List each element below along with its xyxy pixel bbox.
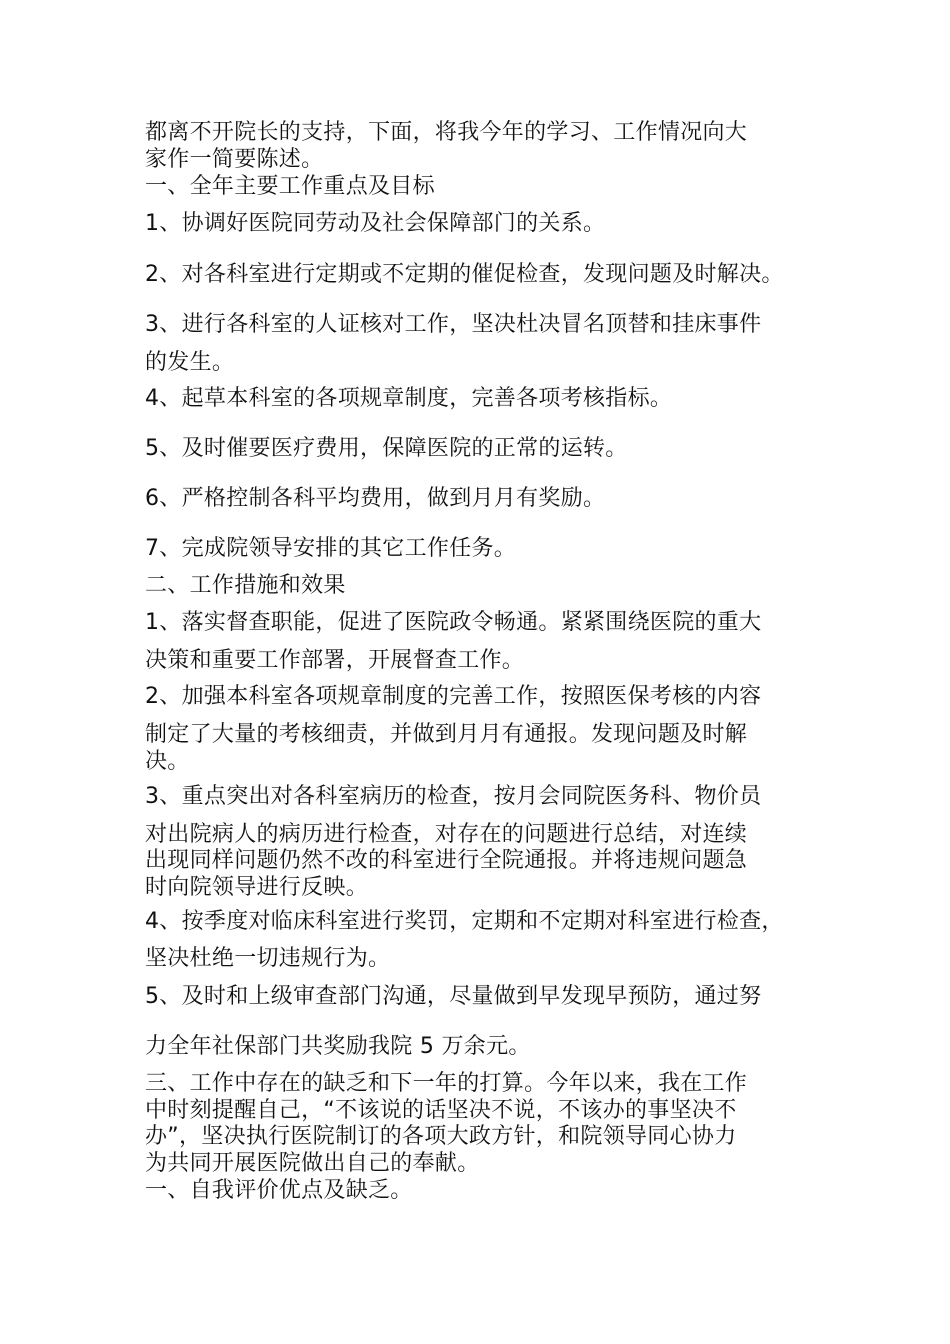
text-line: 的发生。 [145,350,235,375]
list-item: 1、落实督查职能，促进了医院政令畅通。紧紧围绕医院的重大 [145,610,762,635]
list-item: 3、重点突出对各科室病历的检查，按月会同院医务科、物价员 [145,784,762,809]
text-line: 坚决杜绝一切违规行为。 [145,946,391,971]
text-line: 时向院领导进行反映。 [145,875,369,900]
text-line: 制定了大量的考核细责，并做到月月有通报。发现问题及时解 [145,722,748,747]
list-item: 5、及时和上级审查部门沟通，尽量做到早发现早预防，通过努 [145,984,762,1009]
list-item: 5、及时催要医疗费用，保障医院的正常的运转。 [145,436,628,461]
section-heading: 二、工作措施和效果 [145,573,346,598]
list-item: 1、协调好医院同劳动及社会保障部门的关系。 [145,211,606,236]
section-heading: 三、工作中存在的缺乏和下一年的打算。今年以来，我在工作 [145,1071,748,1096]
text-line: 为共同开展医院做出自己的奉献。 [145,1151,480,1176]
section-heading: 一、全年主要工作重点及目标 [145,174,435,199]
text-line: 出现同样问题仍然不改的科室进行全院通报。并将违规问题急 [145,848,748,873]
list-item: 2、加强本科室各项规章制度的完善工作，按照医保考核的内容 [145,684,762,709]
text-line: 力全年社保部门共奖励我院 5 万余元。 [145,1034,531,1059]
text-line: 都离不开院长的支持，下面，将我今年的学习、工作情况向大 [145,120,748,145]
text-line: 决。 [145,749,190,774]
text-line: 对出院病人的病历进行检查，对存在的问题进行总结，对连续 [145,822,748,847]
text-line: 办”，坚决执行医院制订的各项大政方针，和院领导同心协力 [145,1124,737,1149]
text-line: 决策和重要工作部署，开展督查工作。 [145,648,525,673]
text-line: 家作一简要陈述。 [145,147,324,172]
list-item: 7、完成院领导安排的其它工作任务。 [145,536,517,561]
list-item: 4、起草本科室的各项规章制度，完善各项考核指标。 [145,386,673,411]
text-line: 中时刻提醒自己，“不该说的话坚决不说，不该办的事坚决不 [145,1098,737,1123]
list-item: 2、对各科室进行定期或不定期的催促检查，发现问题及时解决。 [145,262,784,287]
list-item: 6、严格控制各科平均费用，做到月月有奖励。 [145,486,606,511]
section-heading: 一、自我评价优点及缺乏。 [145,1178,413,1203]
list-item: 4、按季度对临床科室进行奖罚，定期和不定期对科室进行检查， [145,909,784,934]
list-item: 3、进行各科室的人证核对工作，坚决杜决冒名顶替和挂床事件 [145,312,762,337]
